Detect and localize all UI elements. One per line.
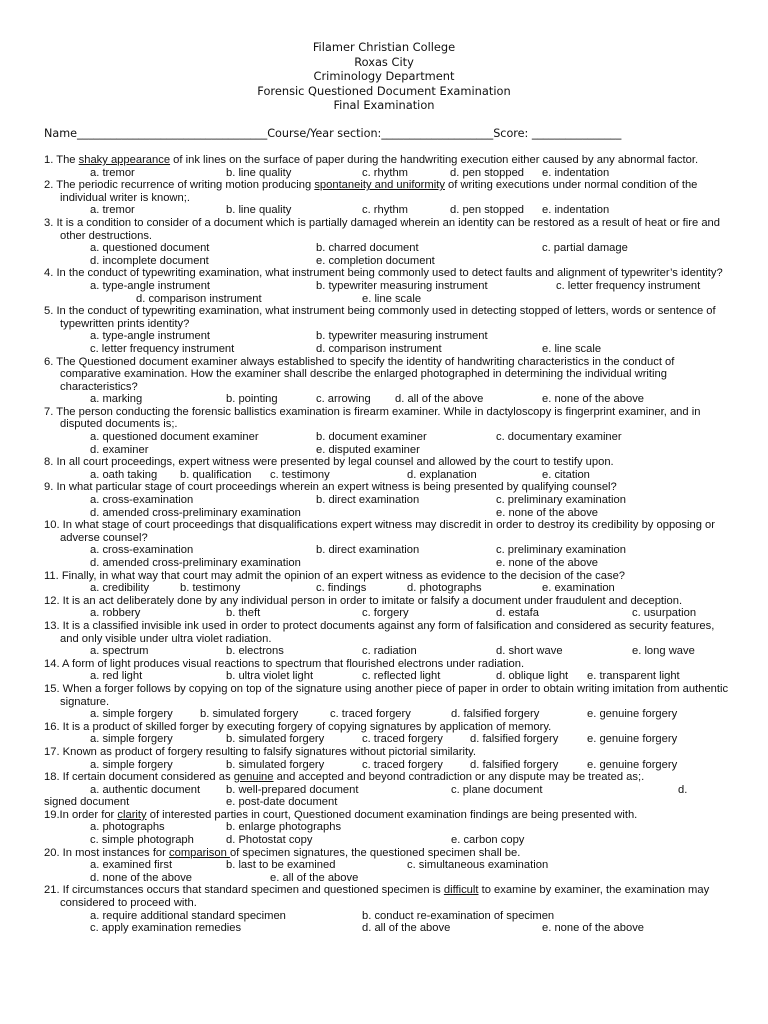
choice-row <box>44 796 734 809</box>
answer-choice: c. letter frequency instrument <box>556 279 701 292</box>
answer-choice: a. credibility <box>90 582 150 595</box>
question-15 <box>44 683 734 721</box>
city-name: Roxas City <box>354 54 414 69</box>
answer-choice: e. line scale <box>542 342 602 355</box>
stem-text: 6. The Questioned document examiner always established to specify the identity of handwriting characteristics in the conduct of comparative examination. How the examiner shall describe the enlarged photographed in determining the individual writing characteristics? <box>44 355 675 393</box>
question-5 <box>44 305 734 355</box>
answer-choice: e. citation <box>542 468 590 481</box>
stem-text: 2. The periodic recurrence of writing motion producing <box>44 179 315 192</box>
answer-choice: a. simple forgery <box>90 758 173 771</box>
underlined-term: genuine <box>233 771 274 784</box>
answer-choice: b. well-prepared document <box>226 783 359 796</box>
answer-choice: b. last to be examined <box>226 859 336 872</box>
answer-choice: a. spectrum <box>90 645 149 658</box>
answer-choice: e. none of the above <box>496 557 599 569</box>
question-stem <box>44 658 734 671</box>
answer-choice: b. electrons <box>226 645 284 658</box>
answer-choice: c. testimony <box>270 468 330 481</box>
question-9 <box>44 481 734 519</box>
question-stem <box>44 154 734 167</box>
question-12 <box>44 595 734 620</box>
question-stem <box>44 456 734 469</box>
choice-row <box>44 544 734 557</box>
question-stem <box>44 847 734 860</box>
answer-choice: b. line quality <box>226 204 292 217</box>
answer-choice: e. examination <box>542 582 615 595</box>
answer-choice: e. indentation <box>542 166 610 179</box>
answer-choice: b. charred document <box>316 242 419 255</box>
question-6 <box>44 356 734 406</box>
question-3 <box>44 217 734 267</box>
question-stem <box>44 683 734 708</box>
answer-choice: c. plane document <box>451 783 543 796</box>
answer-choice: a. robbery <box>90 607 141 620</box>
course-title: Forensic Questioned Document Examination <box>257 83 511 98</box>
answer-choice: d. falsified forgery <box>451 708 540 721</box>
answer-choice: e. genuine forgery <box>587 708 678 721</box>
answer-choice: e. none of the above <box>542 393 645 406</box>
question-list <box>44 154 734 935</box>
answer-choice: c. preliminary examination <box>496 544 626 557</box>
stem-text: 3. It is a condition to consider of a document which is partially damaged wherein an identity can be restored as a result of heat or fire and other destructions. <box>44 216 720 242</box>
question-17 <box>44 746 734 771</box>
answer-choice: c. documentary examiner <box>496 431 622 444</box>
answer-choice: e. none of the above <box>542 922 645 935</box>
stem-text: of specimen signatures, the questioned specimen shall be. <box>229 846 521 859</box>
stem-text: of writing executions under normal condition of the individual writer is known;. <box>60 179 698 204</box>
question-stem <box>44 406 734 431</box>
choice-row <box>44 343 734 356</box>
answer-choice: d. pen stopped <box>450 204 525 217</box>
answer-choice: c. rhythm <box>362 166 409 179</box>
choice-row <box>44 255 734 268</box>
stem-text: 16. It is a product of skilled forger by executing forgery of copying signatures by application of memory. <box>44 720 552 733</box>
answer-choice: e. indentation <box>542 204 610 217</box>
choice-row <box>44 821 734 834</box>
question-stem <box>44 809 734 822</box>
answer-choice: a. type-angle instrument <box>90 330 211 343</box>
stem-text: 13. It is a classified invisible ink used in order to protect documents against any form of falsification and considered as security features, and only visible under ultra violet radiation. <box>44 619 715 645</box>
answer-choice: a. authentic document <box>90 783 201 796</box>
underlined-term: clarity <box>117 808 147 821</box>
answer-choice: d. short wave <box>496 645 563 658</box>
stem-text: 21. If circumstances occurs that standard specimen and questioned specimen is <box>44 884 444 897</box>
stem-text: 18. If certain document considered as <box>44 771 234 784</box>
answer-choice: c. traced forgery <box>362 758 443 771</box>
question-stem <box>44 305 734 330</box>
answer-choice: d. pen stopped <box>450 166 525 179</box>
choice-row <box>44 393 734 406</box>
answer-choice: a. require additional standard specimen <box>90 909 286 922</box>
answer-choice: signed document <box>44 796 130 809</box>
question-stem <box>44 267 734 280</box>
answer-choice: d. examiner <box>90 443 149 456</box>
answer-choice: e. all of the above <box>270 871 359 884</box>
question-stem <box>44 481 734 494</box>
choice-row <box>44 431 734 444</box>
underlined-term: shaky appearance <box>78 154 171 166</box>
stem-text: 9. In what particular stage of court proceedings wherein an expert witness is being presented by qualifying counsel? <box>44 481 617 494</box>
answer-choice: c. arrowing <box>316 393 371 406</box>
answer-choice: d. amended cross-preliminary examination <box>90 557 301 569</box>
stem-text: to examine by examiner, the examination may considered to proceed with. <box>60 884 710 910</box>
answer-choice: d. comparison instrument <box>136 292 262 305</box>
answer-choice: c. findings <box>316 582 367 595</box>
answer-choice: b. direct examination <box>316 494 420 507</box>
question-13 <box>44 620 734 658</box>
question-4 <box>44 267 734 305</box>
answer-choice: e. genuine forgery <box>587 758 678 771</box>
answer-choice: d. amended cross-preliminary examination <box>90 506 301 519</box>
answer-choice: d. oblique light <box>496 670 569 683</box>
answer-choice: e. post-date document <box>226 796 338 809</box>
answer-choice: d. Photostat copy <box>226 834 313 847</box>
answer-choice: b. enlarge photographs <box>226 821 342 834</box>
choice-row <box>44 494 734 507</box>
choice-row <box>44 859 734 872</box>
answer-choice: c. reflected light <box>362 670 441 683</box>
choice-row <box>44 280 734 293</box>
question-7 <box>44 406 734 456</box>
choice-row <box>44 167 734 180</box>
answer-choice: d. all of the above <box>395 393 484 406</box>
answer-choice: c. preliminary examination <box>496 494 626 507</box>
choice-row <box>44 922 734 935</box>
answer-choice: a. oath taking <box>90 468 158 481</box>
choice-row <box>44 733 734 746</box>
question-11 <box>44 570 734 595</box>
question-2 <box>44 179 734 217</box>
answer-choice: a. cross-examination <box>90 544 194 557</box>
answer-choice: b. direct examination <box>316 544 420 557</box>
answer-choice: b. simulated forgery <box>226 733 325 746</box>
answer-choice: e. disputed examiner <box>316 443 420 456</box>
answer-choice: b. document examiner <box>316 431 427 444</box>
answer-choice: d. estafa <box>496 607 539 620</box>
answer-choice: c. forgery <box>362 607 409 620</box>
choice-row <box>44 708 734 721</box>
choice-row <box>44 204 734 217</box>
answer-choice: b. line quality <box>226 166 292 179</box>
answer-choice: b. ultra violet light <box>226 670 314 683</box>
answer-choice: b. simulated forgery <box>226 758 325 771</box>
question-19 <box>44 809 734 847</box>
answer-choice: e. line scale <box>362 292 422 305</box>
answer-choice: a. examined first <box>90 859 173 872</box>
question-stem <box>44 884 734 909</box>
stem-text: 8. In all court proceedings, expert witness were presented by legal counsel and allowed by the court to testify upon. <box>44 456 614 469</box>
question-stem <box>44 519 734 544</box>
question-1 <box>44 154 734 179</box>
stem-text: 4. In the conduct of typewriting examination, what instrument being commonly used to detect faults and alignment of typewriter’s identity? <box>44 267 723 280</box>
question-8 <box>44 456 734 481</box>
question-stem <box>44 746 734 759</box>
department-name: Criminology Department <box>313 69 455 84</box>
underlined-term: difficult <box>443 884 479 897</box>
answer-choice: c. radiation <box>362 645 417 658</box>
stem-text: 5. In the conduct of typewriting examination, what instrument being commonly used in detecting stopped of letters, words or sentence of typewritten prints identity? <box>44 305 716 330</box>
choice-row <box>44 293 734 306</box>
stem-text: 11. Finally, in what way that court may admit the opinion of an expert witness as evidence to the decision of the case? <box>44 569 626 582</box>
question-stem <box>44 570 734 583</box>
answer-choice: d. falsified forgery <box>470 733 559 746</box>
choice-row <box>44 469 734 482</box>
stem-text: 1. The <box>44 154 79 166</box>
stem-text: 19.In order for <box>44 808 118 821</box>
student-info-line: Name__________________________________Course/Year section:____________________Score: ________________ <box>44 128 622 140</box>
answer-choice: d. none of the above <box>90 871 193 884</box>
choice-row <box>44 872 734 885</box>
answer-choice: b. typewriter measuring instrument <box>316 330 488 343</box>
choice-row <box>44 557 734 570</box>
choice-row <box>44 759 734 772</box>
question-stem <box>44 595 734 608</box>
choice-row <box>44 582 734 595</box>
answer-choice: c. simple photograph <box>90 834 194 847</box>
question-18 <box>44 771 734 809</box>
answer-choice: a. photographs <box>90 821 165 834</box>
answer-choice: e. genuine forgery <box>587 733 678 746</box>
stem-text: and accepted and beyond contradiction or any dispute may be treated as;. <box>273 771 645 784</box>
choice-row <box>44 670 734 683</box>
college-name: Filamer Christian College <box>312 40 456 54</box>
answer-choice: a. questioned document examiner <box>90 431 259 444</box>
answer-choice: a. simple forgery <box>90 708 173 721</box>
question-16 <box>44 721 734 746</box>
answer-choice: a. tremor <box>90 166 135 179</box>
question-stem <box>44 179 734 204</box>
choice-row <box>44 834 734 847</box>
answer-choice: d. photographs <box>407 582 482 595</box>
answer-choice: c. traced forgery <box>362 733 443 746</box>
question-stem <box>44 217 734 242</box>
answer-choice: c. letter frequency instrument <box>90 342 235 355</box>
question-21 <box>44 884 734 934</box>
answer-choice: a. marking <box>90 393 143 406</box>
answer-choice: c. rhythm <box>362 204 409 217</box>
stem-text: 10. In what stage of court proceedings that disqualifications expert witness may discredit in order to destroy its credibility by opposing or adverse counsel? <box>44 519 715 544</box>
underlined-term: spontaneity and uniformity <box>314 179 445 192</box>
question-stem <box>44 356 734 394</box>
answer-choice: d. explanation <box>407 468 477 481</box>
answer-choice: b. theft <box>226 607 261 620</box>
answer-choice: e. carbon copy <box>451 834 525 847</box>
answer-choice: d. incomplete document <box>90 254 209 267</box>
answer-choice: d. comparison instrument <box>316 342 442 355</box>
question-stem <box>44 721 734 734</box>
answer-choice: b. testimony <box>180 582 241 595</box>
choice-row <box>44 330 734 343</box>
underlined-term: comparison <box>169 846 230 859</box>
choice-row <box>44 444 734 457</box>
question-14 <box>44 658 734 683</box>
answer-choice: c. simultaneous examination <box>407 859 549 872</box>
answer-choice: d. all of the above <box>362 922 451 935</box>
document-header <box>0 40 768 113</box>
choice-row <box>44 242 734 255</box>
choice-row <box>44 507 734 520</box>
answer-choice: b. conduct re-examination of specimen <box>362 909 555 922</box>
answer-choice: b. pointing <box>226 393 278 406</box>
answer-choice: e. long wave <box>632 645 695 658</box>
stem-text: 15. When a forger follows by copying on top of the signature using another piece of paper in order to obtain writing imitation from authentic signature. <box>44 682 729 708</box>
question-10 <box>44 519 734 569</box>
choice-row <box>44 607 734 620</box>
question-stem <box>44 620 734 645</box>
stem-text: 14. A form of light produces visual reactions to spectrum that flourished electrons under radiation. <box>44 657 525 670</box>
answer-choice: b. simulated forgery <box>200 708 299 721</box>
answer-choice: b. qualification <box>180 468 252 481</box>
stem-text: 17. Known as product of forgery resulting to falsify signatures without pictorial similarity. <box>44 745 476 758</box>
answer-choice: c. traced forgery <box>330 708 411 721</box>
choice-row <box>44 784 734 797</box>
stem-text: 20. In most instances for <box>44 846 169 859</box>
answer-choice: e. none of the above <box>496 506 599 519</box>
answer-choice: a. red light <box>90 670 143 683</box>
answer-choice: a. cross-examination <box>90 494 194 507</box>
stem-text: 7. The person conducting the forensic ballistics examination is firearm examiner. While in dactyloscopy is fingerprint examiner, and in disputed documents is;. <box>44 405 701 431</box>
answer-choice: c. partial damage <box>542 242 628 255</box>
answer-choice: b. typewriter measuring instrument <box>316 279 488 292</box>
answer-choice: a. type-angle instrument <box>90 279 211 292</box>
answer-choice: e. transparent light <box>587 670 680 683</box>
choice-row <box>44 645 734 658</box>
answer-choice: a. tremor <box>90 204 135 217</box>
answer-choice: c. apply examination remedies <box>90 922 242 935</box>
answer-choice: e. completion document <box>316 254 435 267</box>
question-20 <box>44 847 734 885</box>
choice-row <box>44 910 734 923</box>
answer-choice: a. questioned document <box>90 242 210 255</box>
stem-text: of ink lines on the surface of paper during the handwriting execution either caused by any abnormal factor. <box>170 154 699 166</box>
stem-text: of interested parties in court, Questioned document examination findings are being presented with. <box>146 808 638 821</box>
question-stem <box>44 771 734 784</box>
stem-text: 12. It is an act deliberately done by any individual person in order to imitate or falsify a document under fraudulent and deception. <box>44 594 683 607</box>
exam-title: Final Examination <box>333 98 435 113</box>
answer-choice: a. simple forgery <box>90 733 173 746</box>
answer-choice: d. falsified forgery <box>470 758 559 771</box>
answer-choice: d. <box>678 783 688 796</box>
answer-choice: c. usurpation <box>632 607 697 620</box>
